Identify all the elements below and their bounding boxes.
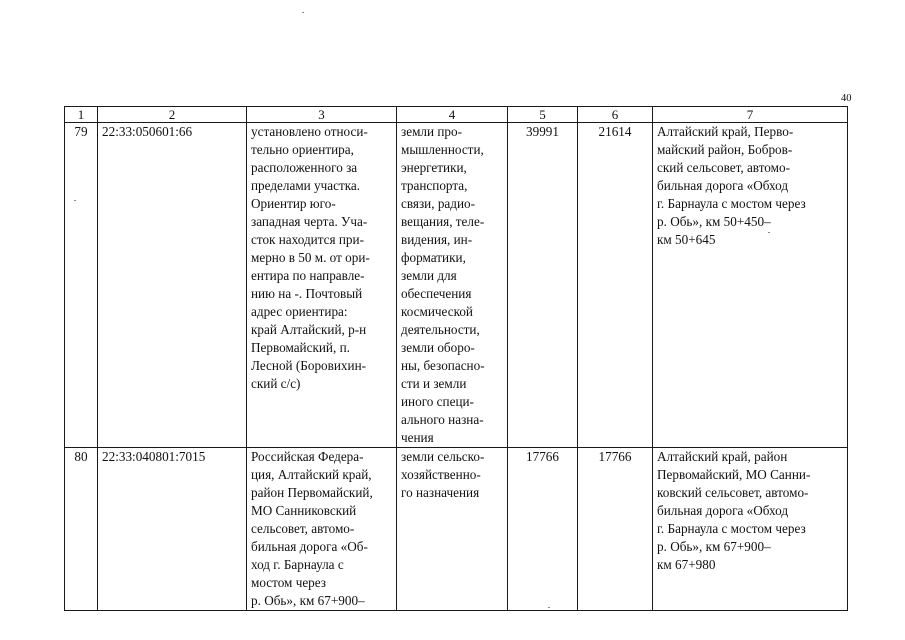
row-number: 79 — [65, 123, 98, 448]
object-description-text: Алтайский край, Перво- майский район, Бобров- ский сельсовет, автомо- бильная дорога «Обход г. Барнаула с мостом через р. Обь», км 50+450– км 50+645 — [657, 124, 806, 247]
table-row — [65, 448, 848, 611]
column-header: 7 — [653, 107, 848, 123]
column-header: 4 — [397, 107, 508, 123]
area-total: 17766 — [508, 448, 578, 611]
object-cell — [653, 448, 848, 611]
area-total: 39991 — [508, 123, 578, 448]
category-cell — [397, 123, 508, 448]
cadastral-number: 22:33:040801:7015 — [98, 448, 247, 611]
area-part: 17766 — [578, 448, 653, 611]
table-row — [65, 123, 848, 448]
location-text: Российская Федера- ция, Алтайский край, район Первомайский, МО Санниковский сельсовет, автомо- бильная дорога «Об- ход г. Барнаула с мостом через р. Обь», км 67+900– — [251, 449, 373, 608]
header-row — [65, 107, 848, 123]
object-cell — [653, 123, 848, 448]
location-cell — [247, 448, 397, 611]
scan-speck — [768, 232, 770, 233]
location-text: установлено относи- тельно ориентира, расположенного за пределами участка. Ориентир юго- западная черта. Уча- сток находится при- мерно в 50 м. от ори- ентира по направле- нию на -. Почтовый адрес ориентира: край Алтайский, р-н Первомайский, п. Лесной (Боровихин- ский с/с) — [251, 124, 370, 391]
area-part: 21614 — [578, 123, 653, 448]
column-header: 1 — [65, 107, 98, 123]
row-number: 80 — [65, 448, 98, 611]
column-header: 6 — [578, 107, 653, 123]
land-category-text: земли про- мышленности, энергетики, транспорта, связи, радио- вещания, теле- видения, ин- форматики, земли для обеспечения космической деятельности, земли оборо- ны, безопасно- сти и земли иного специ- ального назна- чения — [401, 124, 485, 445]
page-number: 40 — [841, 93, 852, 104]
scan-speck — [74, 200, 76, 201]
column-header: 3 — [247, 107, 397, 123]
scan-speck — [548, 607, 550, 608]
scan-speck — [302, 12, 304, 13]
cadastral-number: 22:33:050601:66 — [98, 123, 247, 448]
column-header: 5 — [508, 107, 578, 123]
object-description-text: Алтайский край, район Первомайский, МО Санни- ковский сельсовет, автомо- бильная дорога «Обход г. Барнаула с мостом через р. Обь», км 67+900– км 67+980 — [657, 449, 811, 572]
land-register-table — [64, 106, 848, 611]
category-cell — [397, 448, 508, 611]
land-category-text: земли сельско- хозяйственно- го назначения — [401, 449, 485, 500]
column-header: 2 — [98, 107, 247, 123]
location-cell — [247, 123, 397, 448]
